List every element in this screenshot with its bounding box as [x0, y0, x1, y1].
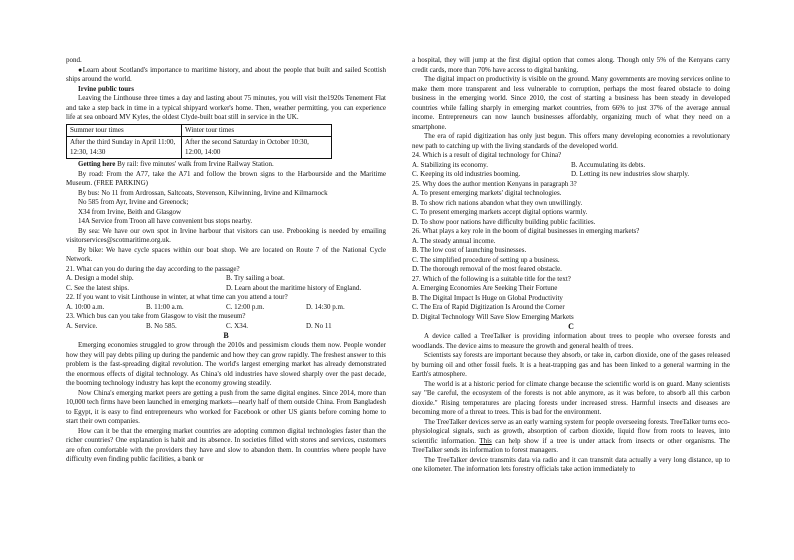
summer-header: Summer tour times — [67, 124, 182, 137]
bus-x34: X34 from Irvine, Beith and Glasgow — [78, 207, 182, 216]
top-word: pond. — [66, 56, 82, 64]
irvine-heading: Irvine public tours — [78, 84, 135, 93]
question-22: 22. If you want to visit Linthouse in winter, at what time can you attend a tour? — [66, 293, 288, 301]
q22-option-a: A. 10:00 a.m. — [66, 302, 105, 311]
question-24: 24. Which is a result of digital technology for China? — [412, 151, 562, 159]
by-bus: By bus: No 11 from Ardrossan, Saltcoats, Stevenson, Kilwinning, Irvine and Kilmarnock — [78, 188, 328, 197]
q22-option-c: C. 12:00 p.m. — [226, 302, 265, 311]
question-23: 23. Which bus can you take from Glasgow to visit the museum? — [66, 312, 246, 320]
passage-b-paragraph-3-cont: a hospital, they will jump at the first digital option that comes along. Though only 5% of the Kenyans carry credit cards, more than 70% have access to digital banking. — [412, 56, 730, 74]
q24-option-c: C. Keeping its old industries booming. — [412, 170, 521, 178]
q25-option-b: B. To show rich nations abandon what they own unwillingly. — [412, 198, 583, 207]
q23-option-b: B. No 585. — [146, 321, 177, 330]
q26-option-c: C. The simplified procedure of setting up a business. — [412, 255, 560, 264]
p-c4-underlined-this: This — [479, 436, 492, 445]
q26-option-a: A. The steady annual income. — [412, 236, 496, 245]
passage-b-paragraph-5: The era of rapid digitization has only just begun. This offers many developing economies a revolutionary new path to catching up with the living standards of the developed world. — [412, 132, 730, 150]
q27-option-d: D. Digital Technology Will Save Slow Emerging Markets — [412, 312, 574, 321]
q25-option-a: A. To present emerging markets' digital technologies. — [412, 189, 562, 197]
getting-here — [66, 160, 386, 170]
passage-c-paragraph-1: A device called a TreeTalker is providing information about trees to people who oversee forests and woodlands. The device aims to measure the growth and general health of trees. — [412, 332, 730, 350]
passage-c-paragraph-5: The TreeTalker device transmits data via radio and it can transmit data actually a very long distance, up to one kilometer. The information lets forestry officials take action immediately to — [412, 455, 730, 473]
summer-times: After the third Sunday in April 11:00, 12:30, 14:30 — [67, 137, 182, 159]
winter-header: Winter tour times — [182, 124, 332, 137]
section-b-heading: B — [223, 331, 229, 340]
q26-option-d: D. The thorough removal of the most feared obstacle. — [412, 265, 562, 273]
passage-b-paragraph-2: Now China's emerging market peers are getting a push from the same digital engines. Since 2014, more than 10,000 tech firms have been launched in emerging markets—nearly half of them outside China. From Bangladesh to Egypt, it is easy to find entrepreneurs who worked for Facebook or other US giants before coming home to start their own companies. — [66, 388, 386, 425]
question-25: 25. Why does the author mention Kenyans in paragraph 3? — [412, 179, 577, 188]
passage-b-paragraph-1: Emerging economies struggled to grow through the 2010s and pessimism clouds them now. People wonder how they will pay debts piling up during the pandemic and how they can grow rapidly. The freshest answer to this problem is the fast-spreading digital revolution. The world's largest emerging market has already demonstrated the enormous effects of digital technology. As China's old industries have slowed sharply over the past decade, the booming technology industry has kept the economy growing steadily. — [66, 341, 386, 387]
left-column — [66, 56, 386, 465]
q25-option-d: D. To show poor nations have difficulty building public facilities. — [412, 217, 596, 226]
section-c-heading: C — [568, 322, 574, 331]
q27-option-c: C. The Era of Rapid Digitization Is Around the Corner — [412, 303, 565, 311]
question-22-options — [66, 303, 386, 313]
by-bike: By bike: We have cycle spaces within our boat shop. We are located on Route 7 of the National Cycle Network. — [66, 245, 386, 263]
q23-option-a: A. Service. — [66, 321, 98, 330]
passage-b-paragraph-3: How can it be that the emerging market countries are adopting common digital technologies faster than the richer countries? One explanation is habit and its absence. In societies filled with stores and services, customers are often comfortable with the providers they have and slow to abandon them. In countries where people have difficulty even finding public facilities, a bank or — [66, 426, 386, 463]
q22-option-b: B. 11:00 a.m. — [146, 302, 184, 311]
p-c4-after: can help show if a tree is under attack from insects or other organisms. The TreeTalker sends its information to forest managers. — [412, 436, 731, 454]
bullet-scotland: ●Learn about Scotland's importance to maritime history, and about the people that built and sailed Scottish ships around the world. — [66, 65, 386, 83]
by-road: By road: From the A77, take the A71 and follow the brown signs to the Harbourside and the Maritime Museum. (FREE PARKING) — [66, 169, 386, 187]
q27-option-b: B. The Digital Impact Is Huge on Global Productivity — [412, 293, 563, 302]
q23-option-c: C. X34. — [226, 321, 248, 330]
passage-b-paragraph-4: The digital impact on productivity is visible on the ground. Many governments are moving services online to make them more transparent and less vulnerable to corruption, perhaps the most feared obstacle to doing business in the emerging world. Since 2010, the cost of starting a business has been steady in developed countries while falling sharply in emerging market countries, from 66% to just 37% of the average annual income. Entrepreneurs can now launch businesses affordably, organizing much of what they need on a smartphone. — [412, 75, 730, 131]
getting-here-text: By rail: five minutes' walk from Irvine Railway Station. — [117, 160, 274, 168]
q21-option-b: B. Try sailing a boat. — [226, 274, 285, 282]
q27-option-a: A. Emerging Economies Are Seeking Their Fortune — [412, 284, 558, 292]
passage-c-paragraph-4 — [412, 418, 730, 456]
question-26: 26. What plays a key role in the boom of digital businesses in emerging markets? — [412, 227, 640, 235]
question-21: 21. What can you do during the day according to the passage? — [66, 264, 240, 273]
q22-option-d: D. 14:30 p.m. — [306, 302, 345, 311]
passage-c-paragraph-3: The world is at a historic period for climate change because the scientific world is on guard. Many scientists say "Be careful, the ecosystem of the forests is not able anymore, as it was before, to absorb all this carbon dioxide." Rising temperatures are placing forests under increased stress. Harmful insects and diseases are becoming more of a threat to trees. This is bad for the environment. — [412, 379, 730, 416]
question-27: 27. Which of the following is a suitable title for the text? — [412, 274, 571, 283]
bus-14a: 14A Service from Troon all have convenient bus stops nearby. — [78, 217, 253, 225]
right-column — [412, 56, 730, 475]
tour-times-table — [66, 124, 332, 160]
q21-option-d: D. Learn about the maritime history of England. — [226, 283, 362, 292]
question-24-options — [412, 161, 730, 180]
q24-option-a: A. Stabilizing its economy. — [412, 160, 488, 169]
irvine-body: Leaving the Linthouse three times a day and lasting about 75 minutes, you will visit the1920s Tenement Flat and take a step back in time in a typical shipyard worker's home. Then, weather permitting, you can experience life at sea onboard MV Kyles, the oldest Clyde-built boat still in service in the UK. — [66, 94, 386, 121]
question-21-options — [66, 274, 386, 293]
passage-c-paragraph-2: Scientists say forests are important because they absorb, or take in, carbon dioxide, one of the gases released by burning oil and other fossil fuels. It is a heat-trapping gas and has been linked to a general warming in the Earth's atmosphere. — [412, 351, 730, 378]
q25-option-c: C. To present emerging markets accept digital options warmly. — [412, 208, 588, 216]
q26-option-b: B. The low cost of launching businesses. — [412, 246, 527, 254]
q21-option-a: A. Design a model ship. — [66, 274, 134, 282]
q24-option-d: D. Letting its new industries slow sharply. — [571, 170, 690, 178]
q21-option-c: C. See the latest ships. — [66, 283, 129, 292]
getting-here-label: Getting here — [78, 160, 116, 168]
bus-585: No 585 from Ayr, Irvine and Greenock; — [78, 198, 189, 206]
question-23-options — [66, 322, 386, 332]
q24-option-b: B. Accumulating its debts. — [571, 160, 646, 169]
winter-times: After the second Saturday in October 10:30, 12:00, 14:00 — [182, 137, 332, 159]
p-c4-before: The TreeTalker devices serve as an early warning system for people overseeing forests. TreeTalker turns eco-physiological signals, such as growth, absorption of carbon dioxide, liquid flow from roots to leaves, into scientific information. — [412, 417, 730, 445]
by-sea: By sea: We have our own spot in Irvine harbour that visitors can use. Prebooking is needed by emailing visitorservices@scotmaritime.org.uk. — [66, 226, 386, 244]
q23-option-d: D. No 11 — [306, 321, 332, 330]
